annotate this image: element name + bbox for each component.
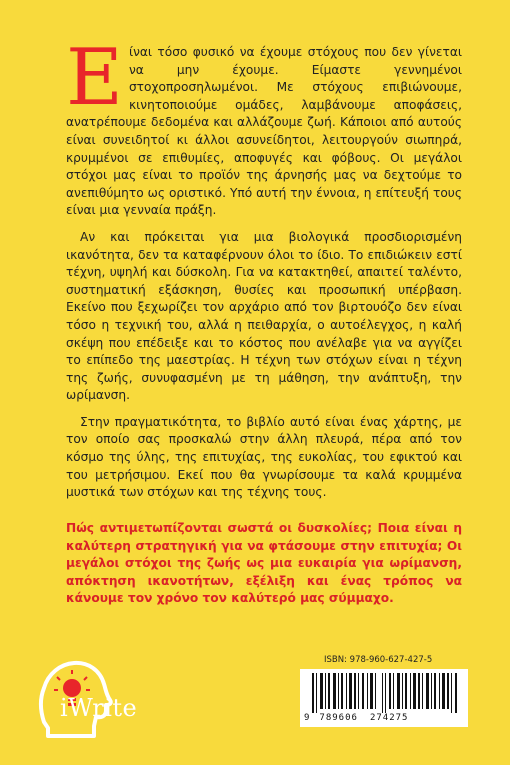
- isbn-label: ISBN: 978-960-627-427-5: [324, 655, 433, 665]
- publisher-name: iWrite: [60, 694, 138, 722]
- paragraph-1: [66, 33, 462, 220]
- isbn-barcode: [300, 655, 468, 725]
- barcode-digit-group: 274275: [369, 713, 409, 723]
- paragraph-2: Αν και πρόκειται για μια βιολογικά προσδιορισμένη ικανότητα, δεν τα καταφέρνουν όλοι το ίδιο. Το επιδιώκειν εστί τέχνη, υψηλή και δύσκολη. Για να κατακτηθεί, απαιτεί ταλέντο, συστηματική εξάσκηση, θυσίες και προσωπική υπέρβαση. Εκείνο που ξεχωρίζει τον αρχάριο από τον βιρτουόζο δεν είναι τόσο η τεχνική του, αλλά η πειθαρχία, ο αυτοέλεγχος, η καλή σκέψη που επέδειξε και το κόστος που ανέλαβε για να αγγίζει το επίπεδο της μαεστρίας. Η τέχνη των στόχων είναι η τέχνη της ζωής, συνυφασμένη με τη μάθηση, την ανάπτυξη, την ωρίμανση.: [66, 229, 462, 403]
- barcode-digit-group: 9: [304, 713, 310, 723]
- paragraph-1-text: ίναι τόσο φυσικό να έχουμε στόχους που δεν γίνεται να μην έχουμε. Είμαστε γεννημένοι στοχοπροσηλωμένοι. Με στόχους επιβιώνουμε, κινητοποιούμε ομάδες, λαμβάνουμε αποφάσεις, ανατρέπουμε δεδομένα και αλλάζουμε ζωή. Κάποιοι από αυτούς είναι συνειδητοί κι άλλοι ασυνείδητοι, λειτουργούν σιωπηρά, κρυμμένοι σε επιθυμίες, αποφυγές και φόβους. Οι μεγάλοι στόχοι μας είναι το προϊόν της άρνησής μας να δεχτούμε το ανεπιθύμητο ως οριστικό. Υπό αυτή την έννοια, η επίτευξή τους είναι μια γενναία πράξη.: [66, 45, 462, 218]
- paragraph-3: Στην πραγματικότητα, το βιβλίο αυτό είναι ένας χάρτης, με τον οποίο σας προσκαλώ στην άλλη πλευρά, πέρα από τον κόσμο της ύλης, της επιτυχίας, της ευκολίας, του εφικτού και του μετρήσιμου. Εκεί που θα γνωρίσουμε τα καλά κρυμμένα μυστικά των στόχων και της τέχνης τους.: [66, 414, 462, 500]
- red-blurb: Πώς αντιμετωπίζονται σωστά οι δυσκολίες; Ποια είναι η καλύτερη στρατηγική για να φτάσουμε στην επιτυχία; Οι μεγάλοι στόχοι της ζωής ως μια ευκαιρία για ωρίμανση, απόκτηση ικανοτήτων, εξέλιξη και ένας τρόπος να κάνουμε τον χρόνο τον καλύτερό μας σύμμαχο.: [66, 521, 462, 606]
- cover-body-text: [66, 33, 462, 511]
- barcode-bars: [312, 673, 458, 713]
- drop-cap: Ε: [66, 33, 123, 123]
- barcode-digits: [304, 713, 464, 723]
- barcode-digit-group: 789606: [319, 713, 358, 723]
- barcode: [300, 669, 468, 727]
